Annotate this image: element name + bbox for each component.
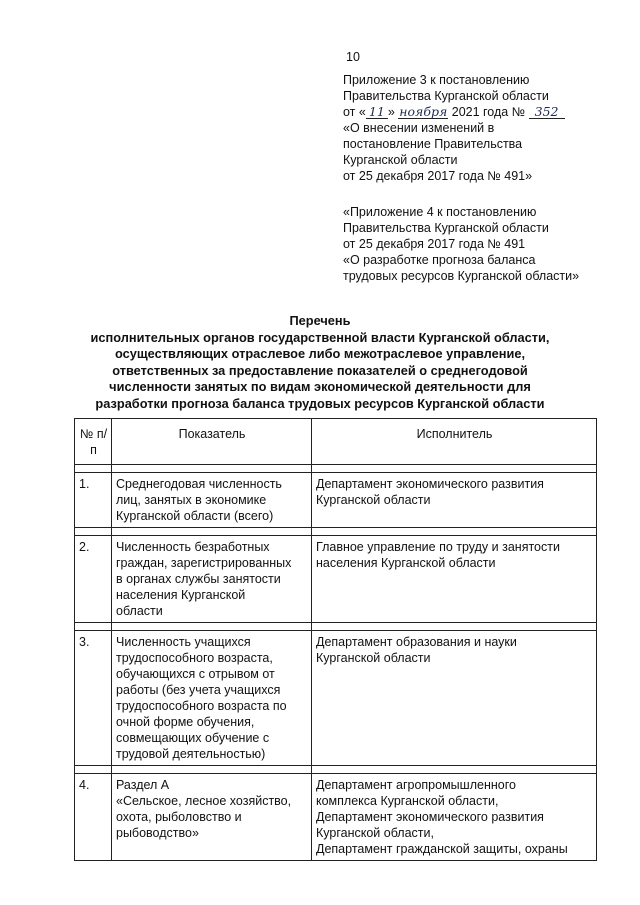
row-number: 2. xyxy=(75,536,112,623)
table-spacer-row xyxy=(75,623,597,631)
appendix-3-line: Курганской области xyxy=(343,153,458,167)
appendix-3-line: постановление Правительства xyxy=(343,137,523,151)
title-line: разработки прогноза баланса трудовых ресурсов Курганской области xyxy=(95,395,545,411)
handwritten-month: ноября xyxy=(399,104,448,119)
table-row xyxy=(75,774,597,861)
appendix-3-line: «О внесении изменений в xyxy=(343,121,495,135)
table-header-row xyxy=(75,419,597,465)
title-line: численности занятых по видам экономической деятельности для xyxy=(109,379,531,394)
row-executor: Департамент образования и науки Курганской области xyxy=(312,631,597,766)
date-mid: » xyxy=(387,105,399,119)
row-indicator: Раздел А «Сельское, лесное хозяйство, охота, рыболовство и рыбоводство» xyxy=(112,774,312,861)
table-spacer-row xyxy=(75,465,597,473)
date-prefix: от « xyxy=(343,105,366,119)
appendix-3-line: Приложение 3 к постановлению xyxy=(343,73,530,87)
table-row xyxy=(75,536,597,623)
handwritten-day: 11 xyxy=(366,106,388,119)
table-row xyxy=(75,631,597,766)
appendix-4-line: «О разработке прогноза баланса xyxy=(343,253,536,267)
header-indicator: Показатель xyxy=(112,419,312,465)
title-line: осуществляющих отраслевое либо межотраслевое управление, xyxy=(115,346,525,361)
appendix-3-line: Правительства Курганской области xyxy=(343,89,549,103)
appendix-4-line: «Приложение 4 к постановлению xyxy=(343,205,537,219)
appendix-3-header xyxy=(343,72,565,184)
row-number: 3. xyxy=(75,631,112,766)
row-number: 4. xyxy=(75,774,112,861)
row-executor: Главное управление по труду и занятости населения Курганской области xyxy=(312,536,597,623)
row-indicator: Численность учащихся трудоспособного возраста, обучающихся с отрывом от работы (без учета учащихся трудоспособного возраста по очной форме обучения, совмещающих обучение с трудовой деятельностью) xyxy=(112,631,312,766)
row-executor: Департамент экономического развития Курганской области xyxy=(312,473,597,528)
title-line: исполнительных органов государственной власти Курганской области, xyxy=(90,329,550,345)
title-heading: Перечень xyxy=(289,313,351,328)
row-executor: Департамент агропромышленного комплекса Курганской области, Департамент экономического развития Курганской области, Департамент гражданской защиты, охраны xyxy=(312,774,597,861)
appendix-3-date-line xyxy=(343,104,565,120)
row-number: 1. xyxy=(75,473,112,528)
appendix-4-header xyxy=(343,204,579,284)
table-spacer-row xyxy=(75,528,597,536)
row-indicator: Численность безработных граждан, зарегистрированных в органах службы занятости населения Курганской области xyxy=(112,536,312,623)
header-executor: Исполнитель xyxy=(312,419,597,465)
handwritten-number: 352 xyxy=(529,106,565,119)
page-number: 10 xyxy=(346,50,360,64)
appendix-4-line: Правительства Курганской области xyxy=(343,221,549,235)
row-indicator: Среднегодовая численность лиц, занятых в экономике Курганской области (всего) xyxy=(112,473,312,528)
appendix-3-line: от 25 декабря 2017 года № 491» xyxy=(343,169,533,183)
title-line: ответственных за предоставление показателей о среднегодовой xyxy=(112,362,528,378)
appendix-4-line: от 25 декабря 2017 года № 491 xyxy=(343,237,526,251)
table-row xyxy=(75,473,597,528)
appendix-4-line: трудовых ресурсов Курганской области» xyxy=(343,269,580,283)
header-number: № п/ п xyxy=(75,419,112,465)
year-text: 2021 года № xyxy=(448,105,529,119)
indicators-table xyxy=(74,418,597,861)
document-title xyxy=(60,313,580,412)
table-spacer-row xyxy=(75,766,597,774)
